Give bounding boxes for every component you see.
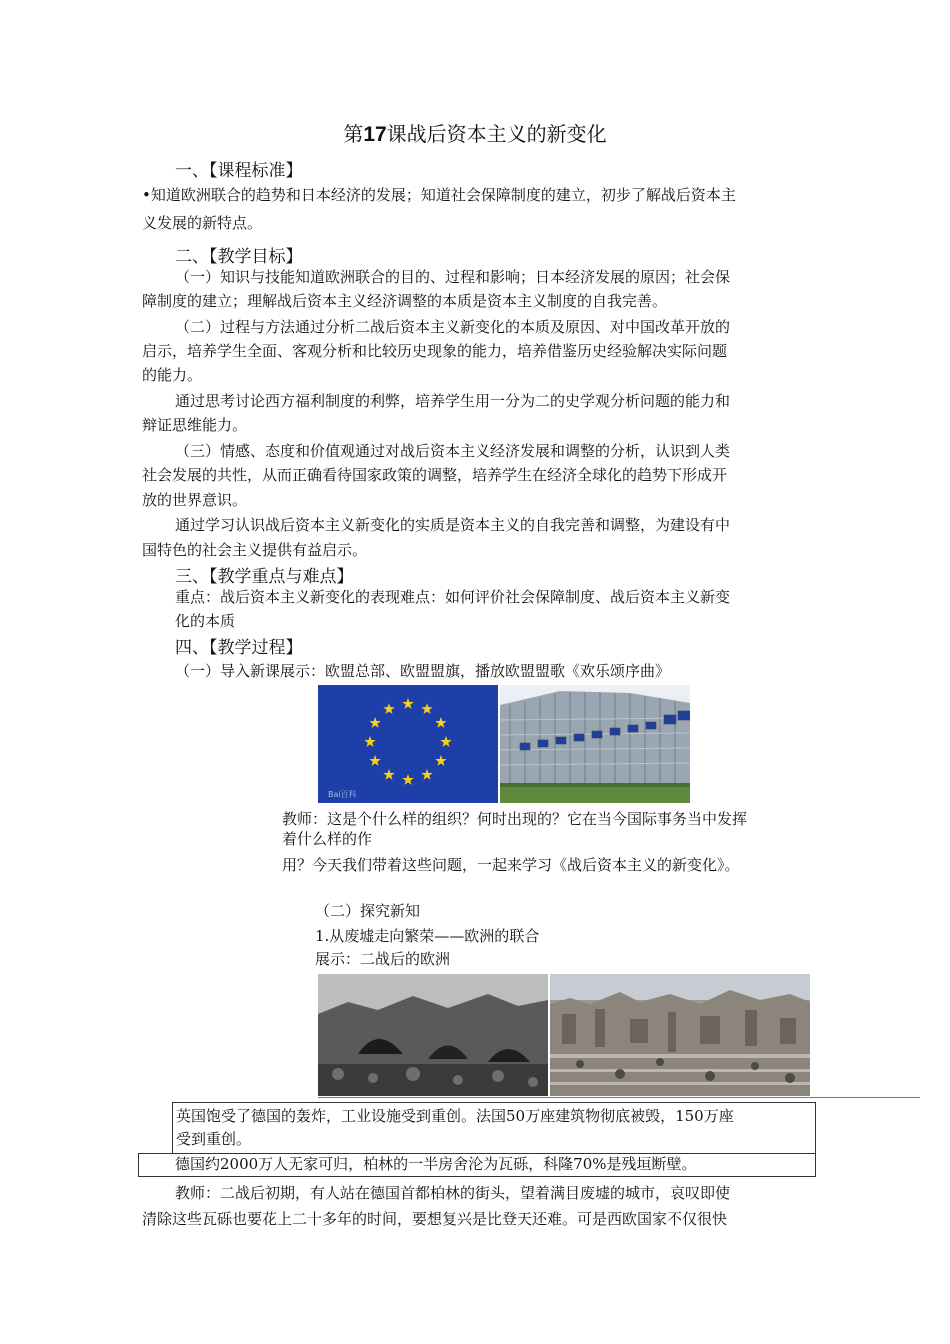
paragraph-line: 义发展的新特点。 <box>142 214 263 232</box>
paragraph-line: 启示，培养学生全面、客观分析和比较历史现象的能力，培养借鉴历史经验解决实际问题 <box>142 342 728 360</box>
eu-headquarters-image <box>500 685 690 803</box>
paragraph-line: •知道欧洲联合的趋势和日本经济的发展；知道社会保障制度的建立，初步了解战后资本主 <box>142 186 736 204</box>
teacher-line: 教师：二战后初期，有人站在德国首都柏林的街头，望着满目废墟的城市，哀叹即使 <box>175 1184 731 1202</box>
section-heading-1: 一、【课程标准】 <box>175 161 303 181</box>
subsection-heading: （二）探究新知 <box>315 902 421 920</box>
quote-line: 英国饱受了德国的轰炸，工业设施受到重创。法国50万座建筑物彻底被毁，150万座 <box>176 1107 734 1125</box>
war-ruins-photo-city <box>550 974 810 1096</box>
eu-flag-image <box>318 685 498 803</box>
page-title: 第17课战后资本主义的新变化 <box>343 122 607 146</box>
subsection-item: 展示：二战后的欧洲 <box>315 950 451 968</box>
paragraph-line: （三）情感、态度和价值观通过对战后资本主义经济发展和调整的分析，认识到人类 <box>175 442 731 460</box>
quote-line: 德国约2000万人无家可归，柏林的一半房舍沦为瓦砾，科隆70%是残垣断壁。 <box>175 1155 697 1173</box>
paragraph-line: （二）过程与方法通过分析二战后资本主义新变化的本质及原因、对中国改革开放的 <box>175 318 731 336</box>
paragraph-line: 通过学习认识战后资本主义新变化的实质是资本主义的自我完善和调整，为建设有中 <box>175 516 731 534</box>
subsection-item: 1.从废墟走向繁荣——欧洲的联合 <box>315 927 540 945</box>
paragraph-line: 化的本质 <box>175 612 236 630</box>
teacher-line: 着什么样的作 <box>282 830 373 848</box>
paragraph-line: 放的世界意识。 <box>142 491 248 509</box>
paragraph-line: （一）知识与技能知道欧洲联合的目的、过程和影响；日本经济发展的原因；社会保 <box>175 268 731 286</box>
paragraph-line: （一）导入新课展示：欧盟总部、欧盟盟旗，播放欧盟盟歌《欢乐颂序曲》 <box>175 662 671 680</box>
section-heading-3: 三、【教学重点与难点】 <box>175 567 354 587</box>
divider-line <box>318 1097 920 1098</box>
quote-line: 受到重创。 <box>176 1130 252 1148</box>
paragraph-line: 通过思考讨论西方福利制度的利弊，培养学生用一分为二的史学观分析问题的能力和 <box>175 392 731 410</box>
flag-watermark: Bai百科 <box>328 790 357 799</box>
paragraph-line: 重点：战后资本主义新变化的表现难点：如何评价社会保障制度、战后资本主义新变 <box>175 588 731 606</box>
paragraph-line: 障制度的建立；理解战后资本主义经济调整的本质是资本主义制度的自我完善。 <box>142 292 668 310</box>
section-heading-4: 四、【教学过程】 <box>175 638 303 658</box>
teacher-line: 用？今天我们带着这些问题，一起来学习《战后资本主义的新变化》。 <box>282 856 740 874</box>
section-heading-2: 二、【教学目标】 <box>175 247 303 267</box>
paragraph-line: 的能力。 <box>142 366 203 384</box>
war-ruins-photo-bw <box>318 974 548 1096</box>
paragraph-line: 国特色的社会主义提供有益启示。 <box>142 541 368 559</box>
paragraph-line: 社会发展的共性，从而正确看待国家政策的调整，培养学生在经济全球化的趋势下形成开 <box>142 466 728 484</box>
paragraph-line: 辩证思维能力。 <box>142 416 248 434</box>
teacher-line: 清除这些瓦砾也要花上二十多年的时间，要想复兴是比登天还难。可是西欧国家不仅很快 <box>142 1210 728 1228</box>
teacher-line: 教师：这是个什么样的组织？何时出现的？它在当今国际事务当中发挥 <box>282 810 748 828</box>
